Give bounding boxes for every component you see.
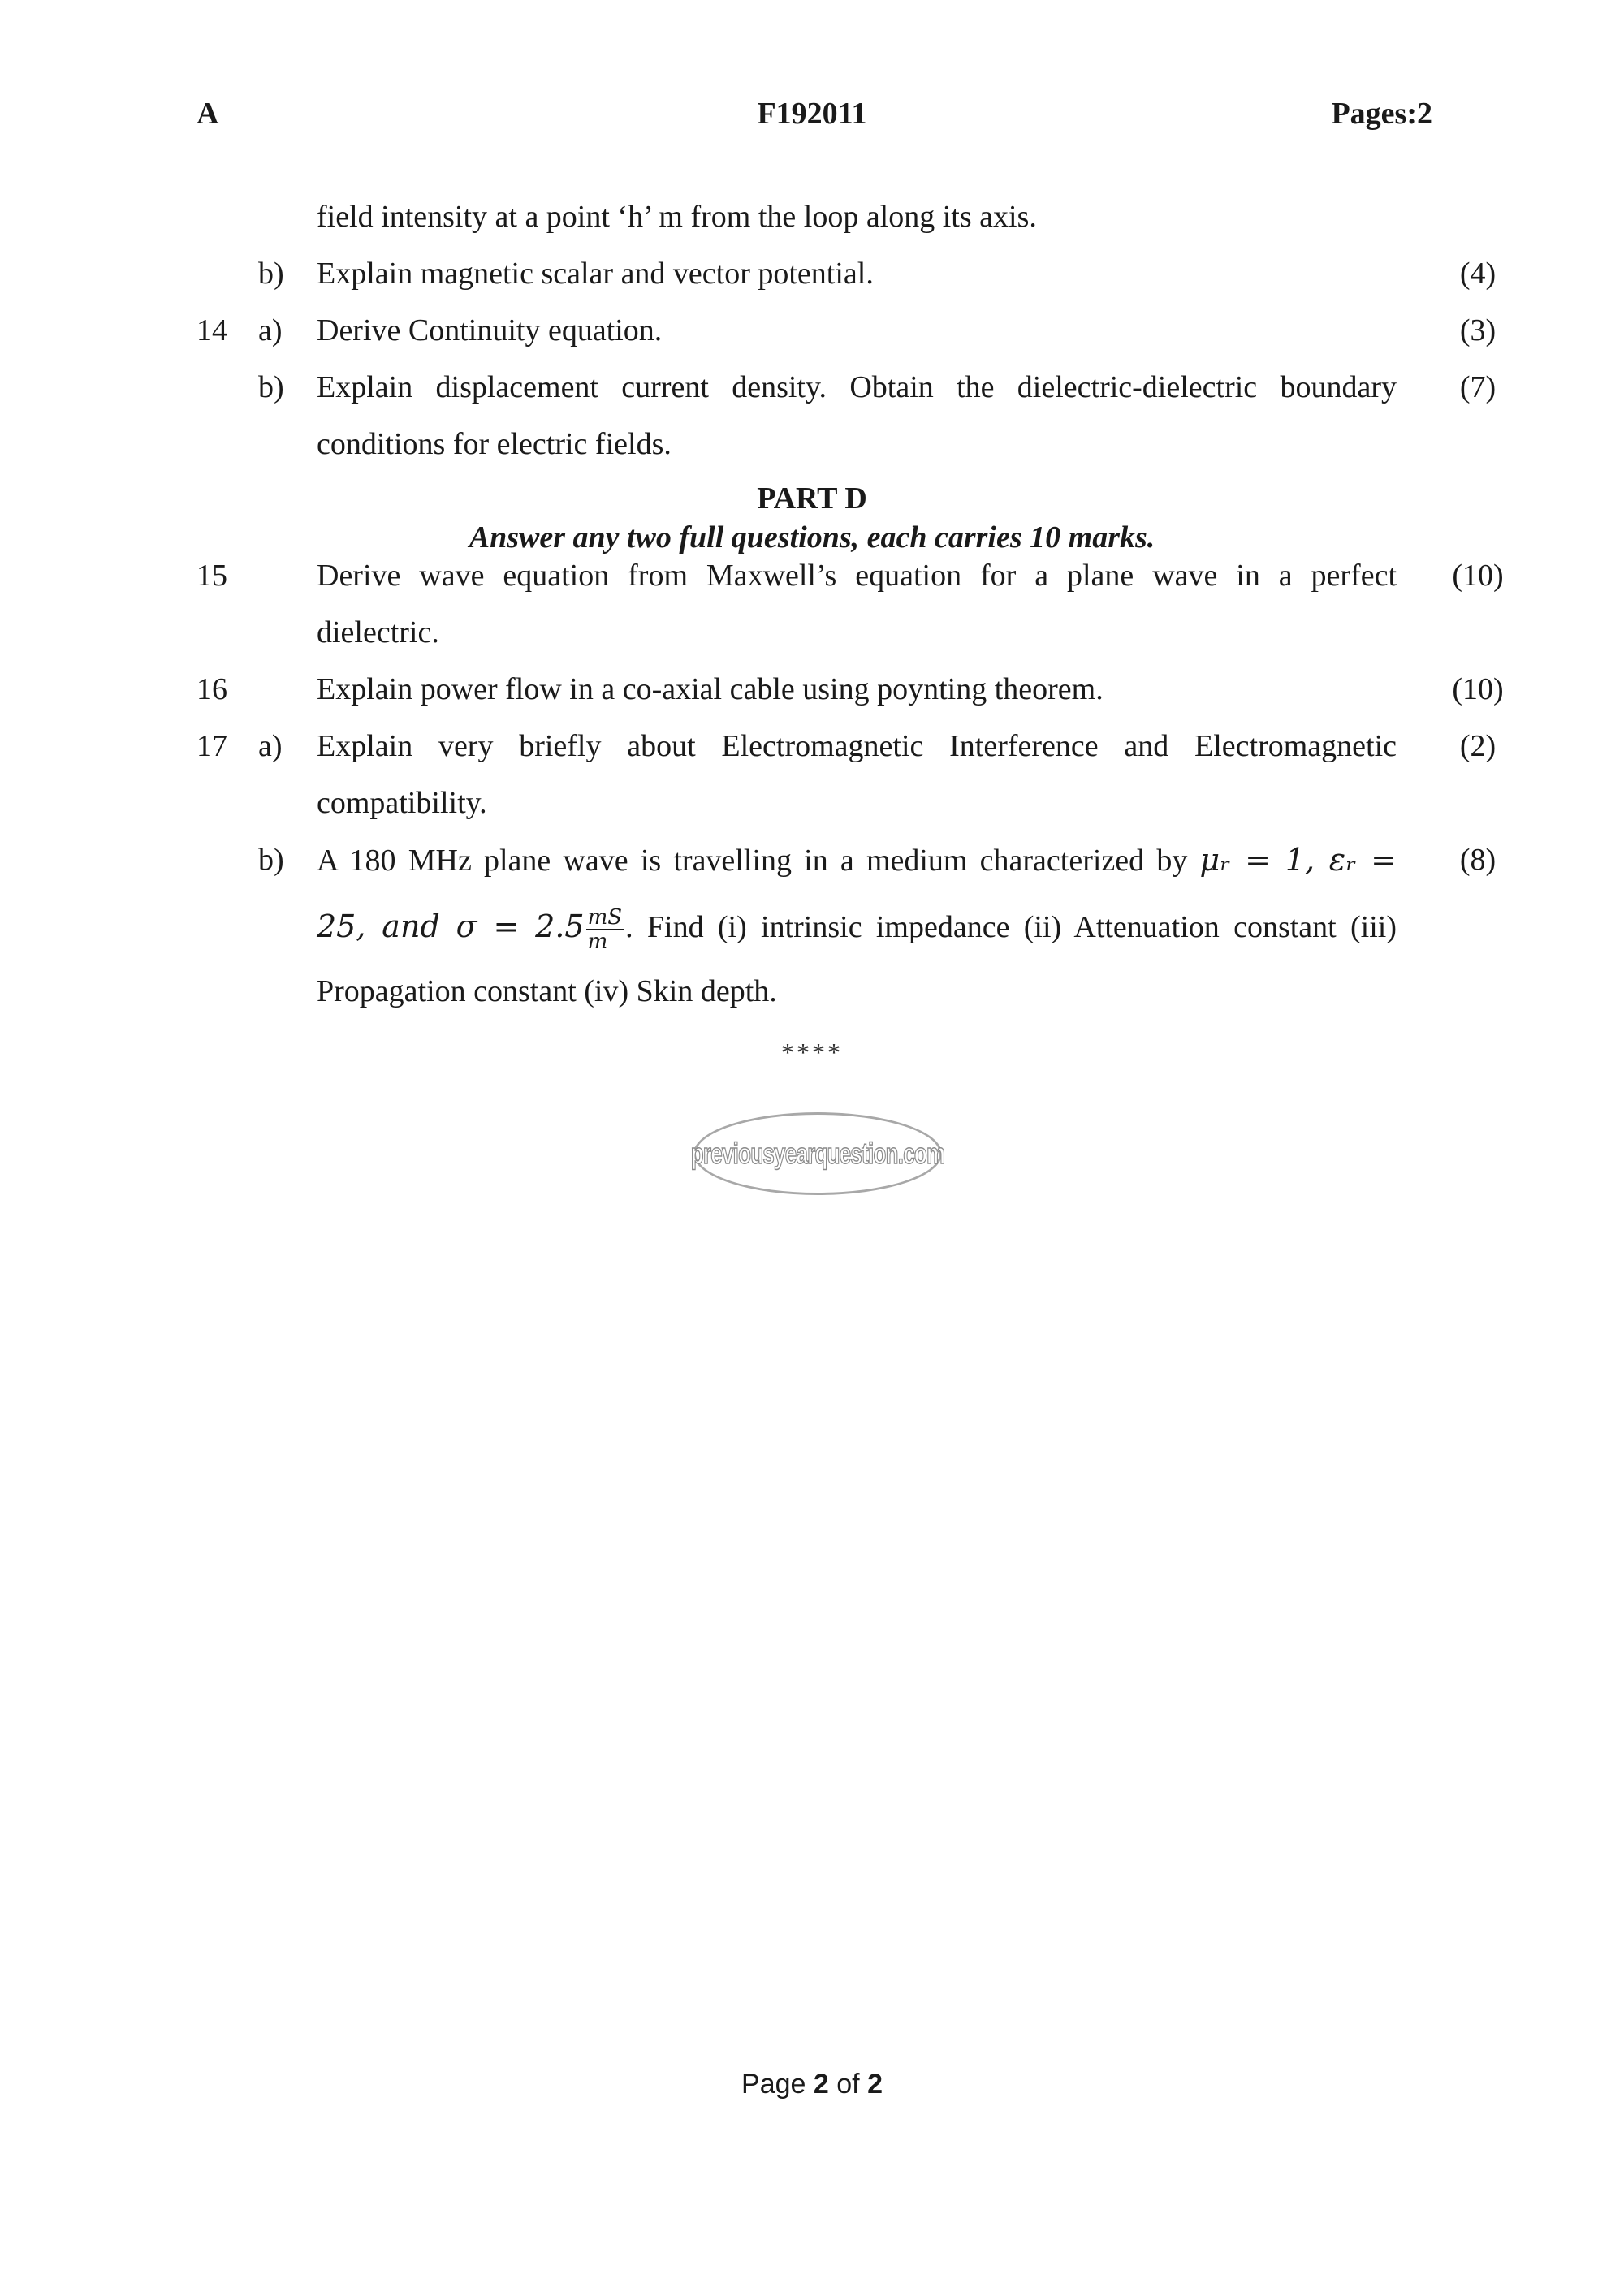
q15-text-line1: Derive wave equation from Maxwell’s equation for a plane wave in a perfect <box>317 559 1397 593</box>
q17b-unit-fraction <box>586 906 624 953</box>
q17b-marks: (8) <box>1459 843 1497 877</box>
end-of-paper-mark: **** <box>781 1038 843 1067</box>
page-count: Pages:2 <box>1331 97 1432 131</box>
q13b-text: Explain magnetic scalar and vector potential. <box>317 257 874 291</box>
q17a-label: a) <box>258 729 283 763</box>
q15-number: 15 <box>197 559 227 593</box>
q14a-marks: (3) <box>1459 313 1497 347</box>
page-footer <box>0 2069 1624 2100</box>
q14a-text: Derive Continuity equation. <box>317 313 663 347</box>
q17b-text-line1 <box>317 841 1397 879</box>
q16-number: 16 <box>197 672 227 706</box>
fraction-denominator: m <box>587 930 608 955</box>
q13-continuation-text: field intensity at a point ‘h’ m from the loop along its axis. <box>317 200 1037 234</box>
q14b-marks: (7) <box>1459 370 1497 404</box>
q13b-label: b) <box>258 257 284 291</box>
q17b-label: b) <box>258 843 284 877</box>
q17a-text-line1: Explain very briefly about Electromagnetic Interference and Electromagnetic <box>317 729 1397 763</box>
q14b-text-line1: Explain displacement current density. Obtain the dielectric-dielectric boundary <box>317 370 1397 404</box>
q16-marks: (10) <box>1452 672 1504 706</box>
footer-total-pages: 2 <box>867 2069 883 2100</box>
q17b-text-line3: Propagation constant (iv) Skin depth. <box>317 974 777 1008</box>
q14b-text-line2: conditions for electric fields. <box>317 427 672 461</box>
q17b-mu-epsilon: μᵣ = 1, εᵣ = <box>1199 842 1397 878</box>
part-d-instruction: Answer any two full questions, each carries 10 marks. <box>469 520 1155 555</box>
fraction-numerator: mS <box>587 905 623 930</box>
q17b-text-prefix: A 180 MHz plane wave is travelling in a medium characterized by <box>317 844 1188 878</box>
question-set-label: A <box>197 97 219 131</box>
q14a-label: a) <box>258 313 283 347</box>
q17b-text-find: . Find (i) intrinsic impedance (ii) Attenuation constant (iii) <box>625 910 1397 944</box>
q17a-text-line2: compatibility. <box>317 786 487 820</box>
q15-marks: (10) <box>1452 559 1504 593</box>
q16-text: Explain power flow in a co-axial cable using poynting theorem. <box>317 672 1104 706</box>
footer-current-page: 2 <box>813 2069 829 2100</box>
q17b-sigma-expression: 25, and σ = 2.5 <box>317 908 585 944</box>
q17b-text-line2 <box>317 898 1397 955</box>
paper-code: F192011 <box>757 97 867 131</box>
footer-of-word: of <box>836 2069 860 2100</box>
q14b-label: b) <box>258 370 284 404</box>
q15-text-line2: dielectric. <box>317 615 439 650</box>
q17a-marks: (2) <box>1459 729 1497 763</box>
q14-number: 14 <box>197 313 227 347</box>
footer-page-word: Page <box>741 2069 806 2100</box>
watermark-logo <box>690 1112 945 1195</box>
q17-number: 17 <box>197 729 227 763</box>
watermark-text: previousyearquestion.com <box>690 1137 945 1170</box>
part-d-title: PART D <box>757 481 867 516</box>
q13b-marks: (4) <box>1459 257 1497 291</box>
